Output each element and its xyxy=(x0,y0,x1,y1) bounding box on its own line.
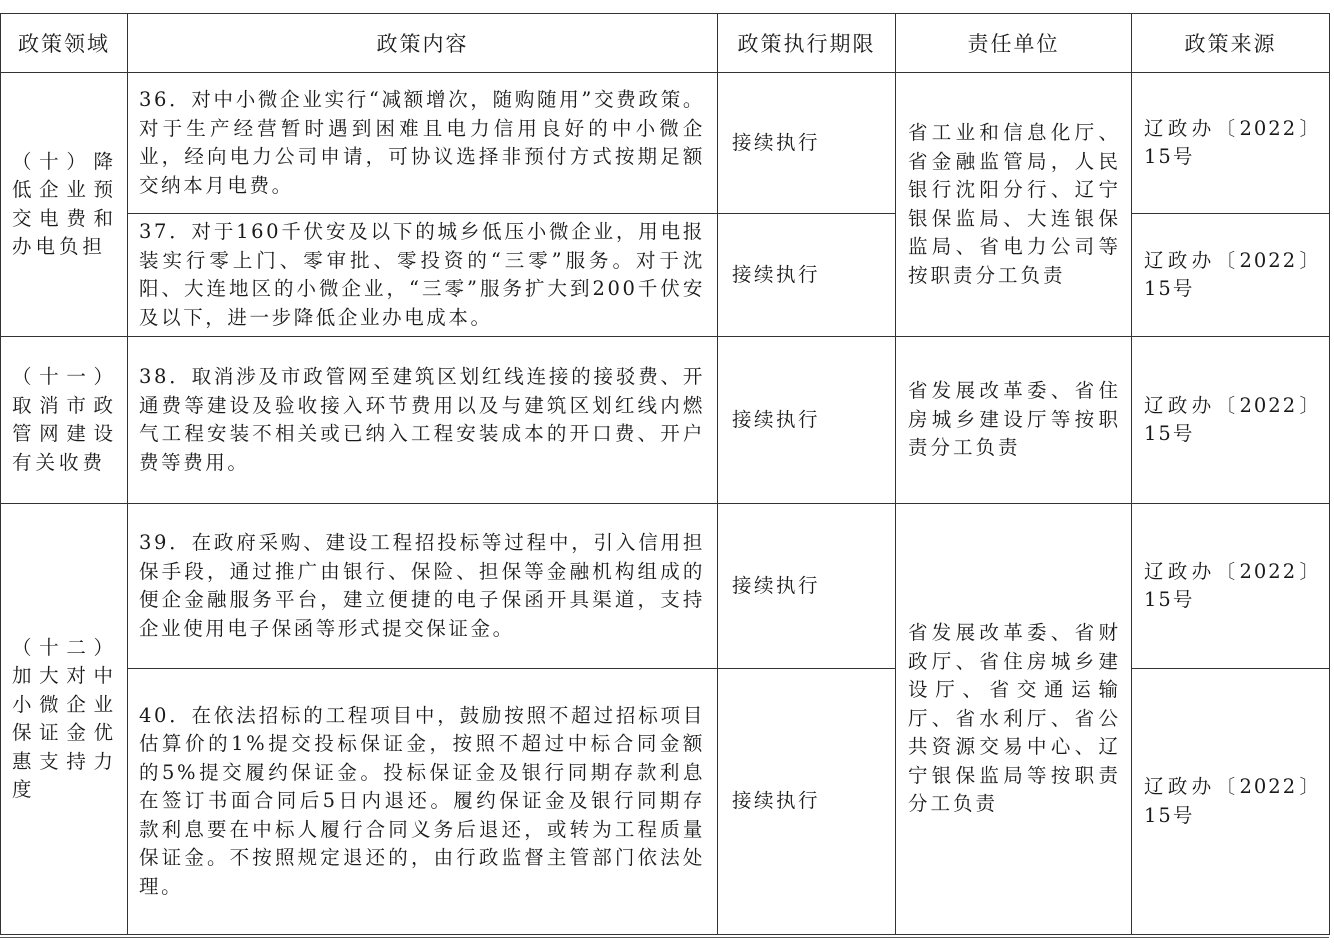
unit-cell xyxy=(896,504,1132,935)
content-cell xyxy=(128,504,718,669)
source-cell xyxy=(1132,504,1330,669)
period-text: 接续执行 xyxy=(732,262,821,286)
period-cell xyxy=(718,504,896,669)
policy-table xyxy=(0,13,1330,935)
domain-cell xyxy=(1,504,128,935)
source-text: 辽政办〔2022〕15号 xyxy=(1144,248,1321,300)
source-text: 辽政办〔2022〕15号 xyxy=(1144,116,1321,168)
content-cell xyxy=(128,669,718,935)
unit-text: 省发展改革委、省住房城乡建设厅等按职责分工负责 xyxy=(908,379,1121,460)
domain-text: （十一）取消市政管网建设有关收费 xyxy=(12,365,117,474)
period-cell xyxy=(718,337,896,504)
content-text: 40．在依法招标的工程项目中，鼓励按照不超过招标项目估算价的1%提交投标保证金，按照不超过中标合同金额的5%提交履约保证金。投标保证金及银行同期存款利息在签订书面合同后5日内退还。履约保证金及银行同期存款利息要在中标人履行合同义务后退还，或转为工程质量保证金。不按照规定退还的，由行政监督主管部门依法处理。 xyxy=(139,703,705,898)
unit-text: 省发展改革委、省财政厅、省住房城乡建设厅、省交通运输厅、省水利厅、省公共资源交易中心、辽宁银保监局等按职责分工负责 xyxy=(908,621,1121,816)
period-cell xyxy=(718,214,896,337)
page-bottom-rule xyxy=(0,937,1329,938)
content-text: 39．在政府采购、建设工程招投标等过程中，引入信用担保手段，通过推广由银行、保险、担保等金融机构组成的便企金融服务平台，建立便捷的电子保函开具渠道，支持企业使用电子保函等形式提交保证金。 xyxy=(139,531,705,640)
period-cell xyxy=(718,73,896,214)
content-cell xyxy=(128,214,718,337)
period-cell xyxy=(718,669,896,935)
content-cell xyxy=(128,73,718,214)
header-content: 政策内容 xyxy=(128,14,718,73)
content-text: 38．取消涉及市政管网至建筑区划红线连接的接驳费、开通费等建设及验收接入环节费用以及与建筑区划红线内燃气工程安装不相关或已纳入工程安装成本的开口费、开户费等费用。 xyxy=(139,365,705,474)
source-text: 辽政办〔2022〕15号 xyxy=(1144,775,1321,827)
header-period: 政策执行期限 xyxy=(718,14,896,73)
table-row xyxy=(1,337,1330,504)
source-cell xyxy=(1132,214,1330,337)
header-source: 政策来源 xyxy=(1132,14,1330,73)
content-text: 36．对中小微企业实行“减额增次，随购随用”交费政策。对于生产经营暂时遇到困难且电力信用良好的中小微企业，经向电力公司申请，可协议选择非预付方式按期足额交纳本月电费。 xyxy=(139,88,705,197)
period-text: 接续执行 xyxy=(732,789,821,813)
period-text: 接续执行 xyxy=(732,573,821,597)
table-row xyxy=(1,504,1330,669)
source-cell xyxy=(1132,669,1330,935)
domain-cell xyxy=(1,337,128,504)
unit-cell xyxy=(896,73,1132,337)
unit-cell xyxy=(896,337,1132,504)
table-row xyxy=(1,73,1330,214)
source-cell xyxy=(1132,73,1330,214)
period-text: 接续执行 xyxy=(732,407,821,431)
source-text: 辽政办〔2022〕15号 xyxy=(1144,559,1321,611)
domain-text: （十）降低企业预交电费和办电负担 xyxy=(12,149,117,258)
domain-cell xyxy=(1,73,128,337)
unit-text: 省工业和信息化厅、省金融监管局，人民银行沈阳分行、辽宁银保监局、大连银保监局、省电力公司等按职责分工负责 xyxy=(908,121,1121,287)
table-header-row xyxy=(1,14,1330,73)
header-domain: 政策领域 xyxy=(1,14,128,73)
period-text: 接续执行 xyxy=(732,130,821,154)
source-cell xyxy=(1132,337,1330,504)
header-unit: 责任单位 xyxy=(896,14,1132,73)
content-text: 37．对于160千伏安及以下的城乡低压小微企业，用电报装实行零上门、零审批、零投资的“三零”服务。对于沈阳、大连地区的小微企业，“三零”服务扩大到200千伏安及以下，进一步降低企业办电成本。 xyxy=(139,220,705,329)
policy-table-frame xyxy=(0,13,1329,936)
source-text: 辽政办〔2022〕15号 xyxy=(1144,393,1321,445)
domain-text: （十二）加大对中小微企业保证金优惠支持力度 xyxy=(12,635,117,801)
content-cell xyxy=(128,337,718,504)
